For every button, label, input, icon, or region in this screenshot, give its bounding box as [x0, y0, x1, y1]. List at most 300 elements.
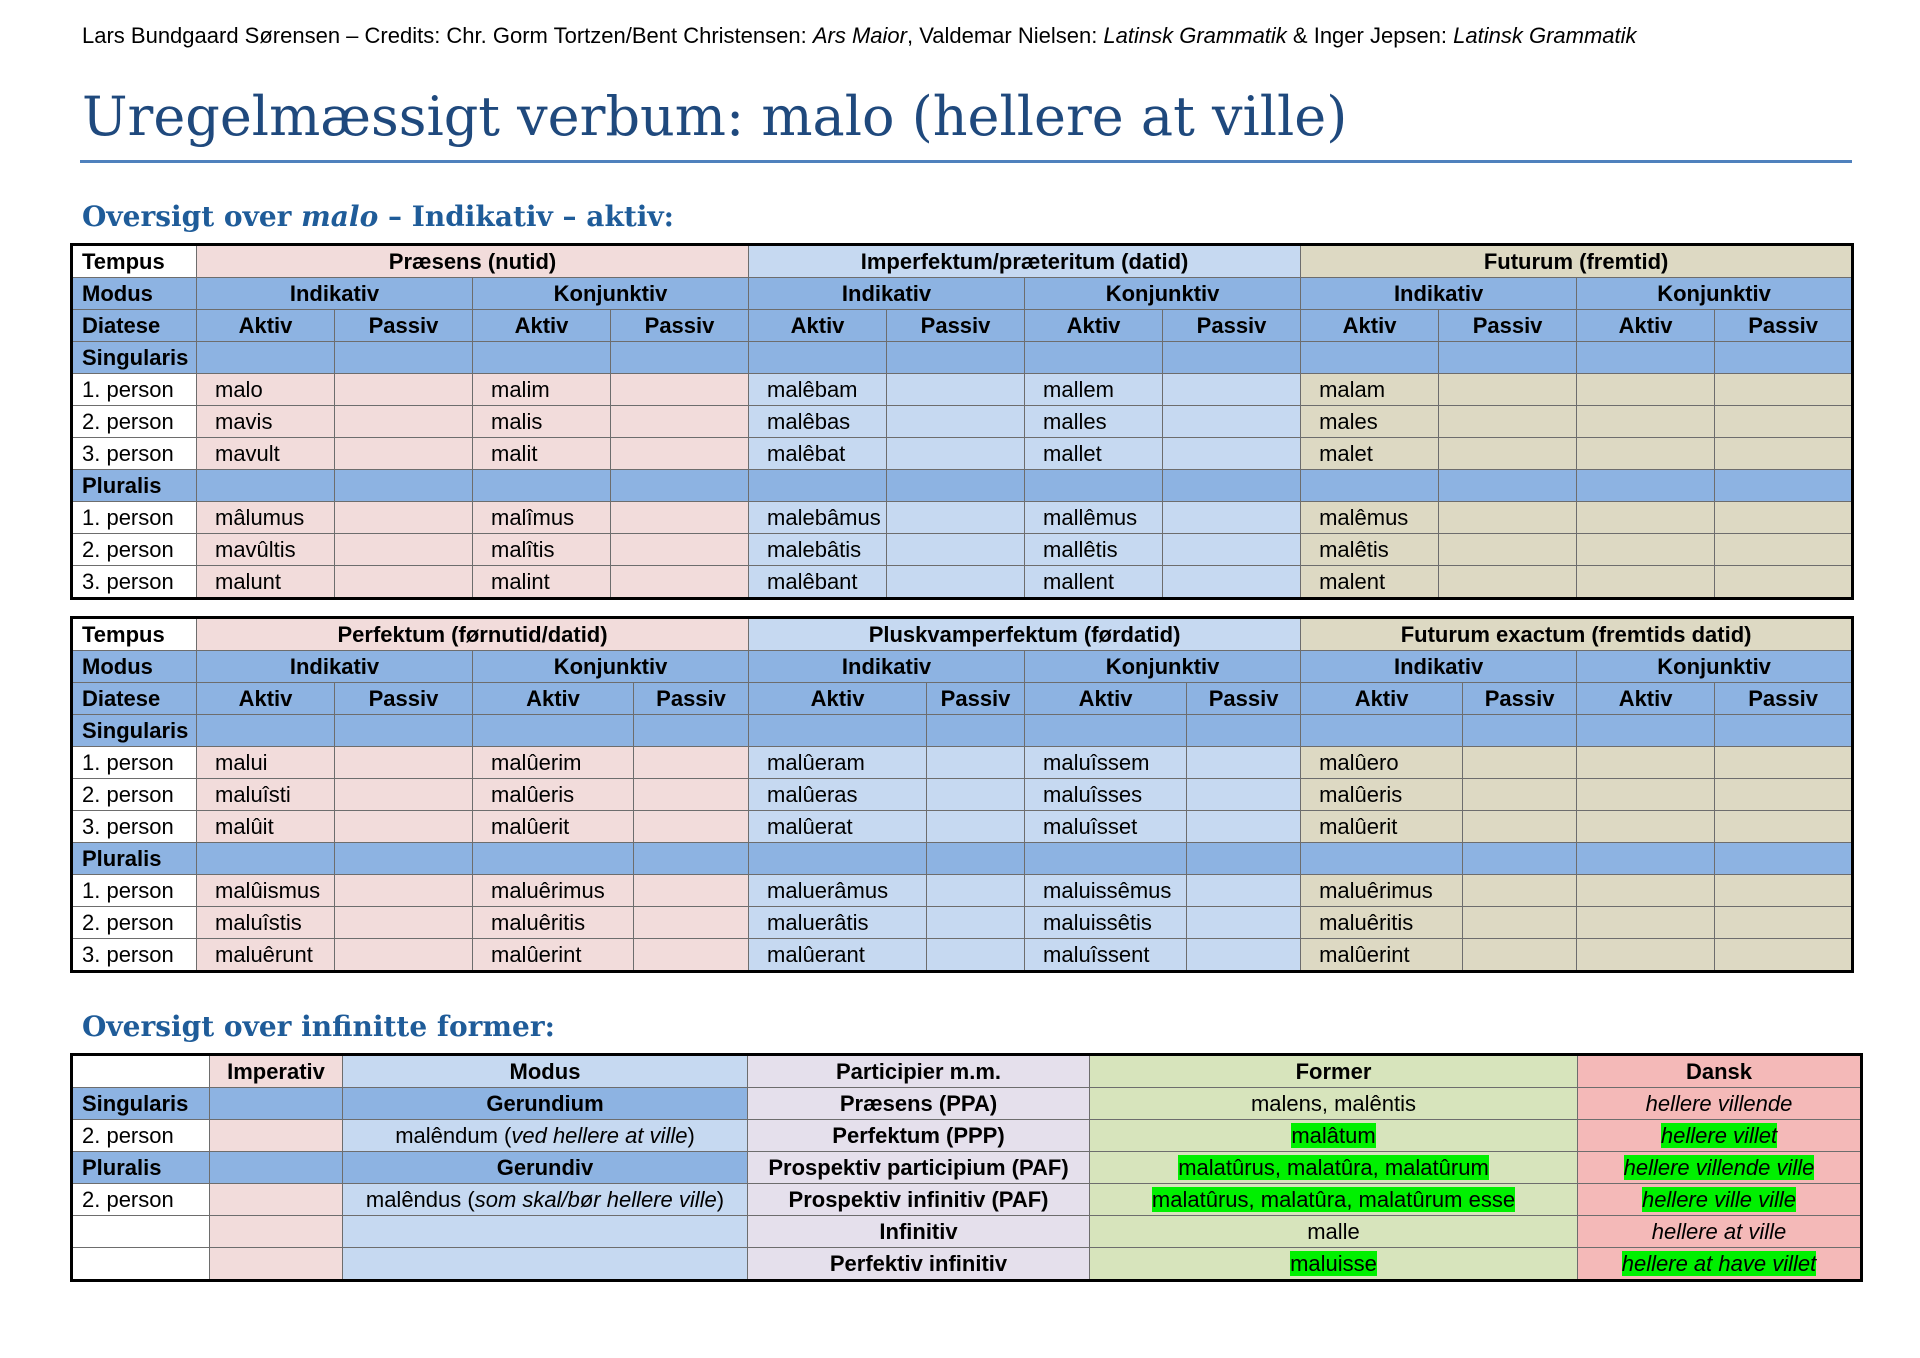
- blank-cell: [1025, 470, 1163, 502]
- blank-cell: [1187, 875, 1301, 907]
- blank-cell: [1163, 470, 1301, 502]
- participle-label: Præsens (PPA): [748, 1088, 1090, 1120]
- modus-header: Modus: [343, 1055, 748, 1088]
- blank-cell: [1715, 875, 1853, 907]
- blank-cell: [1187, 907, 1301, 939]
- person-row: [72, 811, 1853, 843]
- blank-cell: [887, 470, 1025, 502]
- modus-note: som skal/bør hellere ville: [474, 1186, 717, 1212]
- blank-cell: [335, 939, 473, 972]
- blank-cell: [1577, 406, 1715, 438]
- verb-form: malêbam: [749, 374, 887, 406]
- blank-cell: [335, 502, 473, 534]
- former-cell: [1090, 1152, 1578, 1184]
- person-row: [72, 534, 1853, 566]
- voice-header: Passiv: [1187, 683, 1301, 715]
- blank-cell: [1187, 779, 1301, 811]
- modus-label: Modus: [72, 278, 197, 310]
- verb-form: mallêmus: [1025, 502, 1163, 534]
- verb-form: malet: [1301, 438, 1439, 470]
- modus-cell: [343, 1216, 748, 1248]
- former-header: Former: [1090, 1055, 1578, 1088]
- blank-cell: [1577, 811, 1715, 843]
- verb-form: mallent: [1025, 566, 1163, 599]
- blank-cell: [927, 875, 1025, 907]
- blank-cell: [927, 907, 1025, 939]
- person-label: 1. person: [72, 502, 197, 534]
- tempus-row: [72, 618, 1853, 651]
- former-cell: [1090, 1216, 1578, 1248]
- blank-cell: [611, 406, 749, 438]
- blank-cell: [473, 470, 611, 502]
- tense-header: Perfektum (førnutid/datid): [197, 618, 749, 651]
- diatese-label: Diatese: [72, 683, 197, 715]
- verb-form: maluerâmus: [749, 875, 927, 907]
- blank-cell: [1025, 715, 1187, 747]
- verb-form: malis: [473, 406, 611, 438]
- imperativ-cell: [210, 1088, 343, 1120]
- mood-header: Konjunktiv: [1577, 278, 1853, 310]
- voice-header: Aktiv: [749, 683, 927, 715]
- verb-form: malêbas: [749, 406, 887, 438]
- verb-form: malêtis: [1301, 534, 1439, 566]
- modus-note: ved hellere at ville: [511, 1122, 688, 1148]
- voice-header: Aktiv: [473, 683, 634, 715]
- row-label: [72, 1216, 210, 1248]
- verb-form: mavûltis: [197, 534, 335, 566]
- infinite-row: [72, 1248, 1862, 1281]
- infinite-forms-table: [70, 1053, 1863, 1282]
- mood-header: Indikativ: [749, 651, 1025, 683]
- verb-form: malles: [1025, 406, 1163, 438]
- person-row: [72, 907, 1853, 939]
- voice-header: Passiv: [634, 683, 749, 715]
- section-heading-post: – Indikativ – aktiv:: [378, 200, 675, 233]
- credits-book-latinsk-grammatik-2: Latinsk Grammatik: [1453, 23, 1637, 48]
- imperativ-header: Imperativ: [210, 1055, 343, 1088]
- person-row: [72, 779, 1853, 811]
- blank-cell: [611, 342, 749, 374]
- blank-cell: [634, 779, 749, 811]
- mood-header: Konjunktiv: [1025, 278, 1301, 310]
- voice-header: Aktiv: [1301, 683, 1463, 715]
- mood-header: Konjunktiv: [1577, 651, 1853, 683]
- verb-form: malebâmus: [749, 502, 887, 534]
- blank-cell: [887, 438, 1025, 470]
- dansk-cell: [1578, 1184, 1862, 1216]
- singularis-label: Singularis: [72, 715, 197, 747]
- participier-header: Participier m.m.: [748, 1055, 1090, 1088]
- blank-cell: [1463, 907, 1577, 939]
- blank-cell: [72, 1055, 210, 1088]
- dansk-cell: [1578, 1088, 1862, 1120]
- mood-header: Konjunktiv: [473, 651, 749, 683]
- modus-row: [72, 278, 1853, 310]
- voice-header: Aktiv: [1025, 683, 1187, 715]
- blank-cell: [634, 811, 749, 843]
- blank-cell: [1577, 470, 1715, 502]
- mood-header: Indikativ: [749, 278, 1025, 310]
- blank-cell: [1463, 715, 1577, 747]
- blank-cell: [1715, 939, 1853, 972]
- participle-label: Prospektiv infinitiv (PAF): [748, 1184, 1090, 1216]
- tempus-row: [72, 245, 1853, 278]
- person-row: [72, 566, 1853, 599]
- blank-cell: [1715, 438, 1853, 470]
- blank-cell: [611, 502, 749, 534]
- infinite-row: [72, 1216, 1862, 1248]
- blank-cell: [335, 907, 473, 939]
- blank-cell: [927, 779, 1025, 811]
- blank-cell: [1577, 374, 1715, 406]
- pluralis-label: Pluralis: [72, 470, 197, 502]
- verb-form: malêmus: [1301, 502, 1439, 534]
- blank-cell: [335, 438, 473, 470]
- pluralis-row: [72, 470, 1853, 502]
- blank-cell: [634, 715, 749, 747]
- section-heading-infinite: Oversigt over infinitte former:: [82, 1010, 555, 1043]
- imperativ-cell: [210, 1152, 343, 1184]
- voice-header: Aktiv: [1025, 310, 1163, 342]
- blank-cell: [335, 747, 473, 779]
- blank-cell: [749, 342, 887, 374]
- blank-cell: [1463, 747, 1577, 779]
- blank-cell: [634, 747, 749, 779]
- voice-header: Aktiv: [1577, 310, 1715, 342]
- singularis-label: Singularis: [72, 342, 197, 374]
- conjugation-table-1: [70, 243, 1854, 600]
- verb-form: maluîssem: [1025, 747, 1187, 779]
- blank-cell: [1577, 907, 1715, 939]
- verb-form: maluîsti: [197, 779, 335, 811]
- credits-mid-1: , Valdemar Nielsen:: [906, 23, 1104, 48]
- person-row: [72, 875, 1853, 907]
- blank-cell: [1577, 875, 1715, 907]
- blank-cell: [1439, 438, 1577, 470]
- voice-header: Aktiv: [1577, 683, 1715, 715]
- verb-form: maluêrunt: [197, 939, 335, 972]
- blank-cell: [335, 779, 473, 811]
- credits-prefix: Lars Bundgaard Sørensen – Credits: Chr. Gorm Tortzen/Bent Christensen:: [82, 23, 813, 48]
- section-heading-pre: Oversigt over: [82, 200, 302, 233]
- blank-cell: [927, 747, 1025, 779]
- singularis-row: [72, 715, 1853, 747]
- verb-form: malûeras: [749, 779, 927, 811]
- verb-form: malûero: [1301, 747, 1463, 779]
- person-label: 2. person: [72, 779, 197, 811]
- blank-cell: [197, 342, 335, 374]
- blank-cell: [1715, 406, 1853, 438]
- blank-cell: [1163, 374, 1301, 406]
- verb-form: malûerit: [473, 811, 634, 843]
- blank-cell: [634, 939, 749, 972]
- row-label: [72, 1248, 210, 1281]
- blank-cell: [611, 470, 749, 502]
- person-label: 1. person: [72, 875, 197, 907]
- person-row: [72, 438, 1853, 470]
- blank-cell: [335, 406, 473, 438]
- blank-cell: [1439, 342, 1577, 374]
- pluralis-row: [72, 843, 1853, 875]
- verb-form: mâlumus: [197, 502, 335, 534]
- modus-cell: Gerundiv: [343, 1152, 748, 1184]
- blank-cell: [611, 374, 749, 406]
- verb-form: mallêtis: [1025, 534, 1163, 566]
- participle-label: Prospektiv participium (PAF): [748, 1152, 1090, 1184]
- blank-cell: [634, 907, 749, 939]
- blank-cell: [634, 843, 749, 875]
- former-cell: [1090, 1120, 1578, 1152]
- verb-form: malebâtis: [749, 534, 887, 566]
- blank-cell: [473, 843, 634, 875]
- blank-cell: [749, 470, 887, 502]
- modus-row: [72, 651, 1853, 683]
- dansk-translation: hellere villende: [1645, 1090, 1793, 1116]
- credits-book-latinsk-grammatik-1: Latinsk Grammatik: [1103, 23, 1287, 48]
- verb-form: malûit: [197, 811, 335, 843]
- blank-cell: [1715, 342, 1853, 374]
- verb-form: maluêritis: [473, 907, 634, 939]
- voice-header: Passiv: [335, 310, 473, 342]
- tense-header: Imperfektum/præteritum (datid): [749, 245, 1301, 278]
- imperativ-cell: [210, 1184, 343, 1216]
- blank-cell: [1577, 566, 1715, 599]
- verb-form: malint: [473, 566, 611, 599]
- blank-cell: [1439, 534, 1577, 566]
- tense-header: Futurum (fremtid): [1301, 245, 1853, 278]
- blank-cell: [1025, 843, 1187, 875]
- former-form: malâtum: [1291, 1122, 1376, 1148]
- blank-cell: [335, 843, 473, 875]
- voice-header: Aktiv: [749, 310, 887, 342]
- person-label: 2. person: [72, 534, 197, 566]
- verb-form: malim: [473, 374, 611, 406]
- former-cell: [1090, 1088, 1578, 1120]
- row-label: Singularis: [72, 1088, 210, 1120]
- person-row: [72, 406, 1853, 438]
- person-row: [72, 747, 1853, 779]
- blank-cell: [1715, 843, 1853, 875]
- person-label: 2. person: [72, 907, 197, 939]
- participle-label: Perfektiv infinitiv: [748, 1248, 1090, 1281]
- dansk-translation: hellere villende ville: [1623, 1154, 1815, 1180]
- blank-cell: [1439, 470, 1577, 502]
- person-label: 3. person: [72, 566, 197, 599]
- person-label: 3. person: [72, 438, 197, 470]
- voice-header: Passiv: [927, 683, 1025, 715]
- blank-cell: [335, 342, 473, 374]
- tense-header: Præsens (nutid): [197, 245, 749, 278]
- blank-cell: [1577, 779, 1715, 811]
- credits-book-ars-maior: Ars Maior: [812, 23, 907, 48]
- person-label: 1. person: [72, 747, 197, 779]
- mood-header: Indikativ: [197, 651, 473, 683]
- blank-cell: [335, 470, 473, 502]
- former-form: malatûrus, malatûra, malatûrum esse: [1151, 1186, 1516, 1212]
- verb-form: malûeram: [749, 747, 927, 779]
- verb-form: malui: [197, 747, 335, 779]
- blank-cell: [1577, 747, 1715, 779]
- verb-form: maluerâtis: [749, 907, 927, 939]
- tempus-label: Tempus: [72, 618, 197, 651]
- verb-form: mallem: [1025, 374, 1163, 406]
- tempus-label: Tempus: [72, 245, 197, 278]
- title-rule: [80, 160, 1852, 163]
- blank-cell: [749, 715, 927, 747]
- dansk-translation: hellere ville ville: [1641, 1186, 1797, 1212]
- blank-cell: [1715, 534, 1853, 566]
- blank-cell: [1463, 811, 1577, 843]
- blank-cell: [1025, 342, 1163, 374]
- verb-form: maluêrimus: [1301, 875, 1463, 907]
- voice-header: Passiv: [1715, 310, 1853, 342]
- verb-form: malûeris: [1301, 779, 1463, 811]
- blank-cell: [1577, 502, 1715, 534]
- verb-form: mavis: [197, 406, 335, 438]
- blank-cell: [1715, 907, 1853, 939]
- blank-cell: [1439, 374, 1577, 406]
- modus-form: malêndus: [365, 1186, 462, 1212]
- mood-header: Indikativ: [197, 278, 473, 310]
- pluralis-label: Pluralis: [72, 843, 197, 875]
- voice-header: Passiv: [887, 310, 1025, 342]
- blank-cell: [1301, 342, 1439, 374]
- blank-cell: [1715, 502, 1853, 534]
- blank-cell: [927, 939, 1025, 972]
- diatese-row: [72, 683, 1853, 715]
- blank-cell: [335, 875, 473, 907]
- blank-cell: [927, 843, 1025, 875]
- blank-cell: [335, 534, 473, 566]
- modus-cell: [343, 1248, 748, 1281]
- mood-header: Indikativ: [1301, 651, 1577, 683]
- voice-header: Passiv: [1463, 683, 1577, 715]
- modus-label: Modus: [72, 651, 197, 683]
- verb-form: malit: [473, 438, 611, 470]
- modus-cell: malêndum (ved hellere at ville): [343, 1120, 748, 1152]
- blank-cell: [887, 566, 1025, 599]
- verb-form: malêbant: [749, 566, 887, 599]
- person-label: 3. person: [72, 811, 197, 843]
- voice-header: Passiv: [611, 310, 749, 342]
- diatese-label: Diatese: [72, 310, 197, 342]
- voice-header: Passiv: [1163, 310, 1301, 342]
- blank-cell: [1163, 534, 1301, 566]
- infinite-row: [72, 1184, 1862, 1216]
- blank-cell: [927, 811, 1025, 843]
- blank-cell: [1715, 779, 1853, 811]
- blank-cell: [1439, 406, 1577, 438]
- section-heading-indicative: [82, 200, 674, 234]
- dansk-translation: hellere at have villet: [1621, 1250, 1817, 1276]
- blank-cell: [1163, 438, 1301, 470]
- verb-form: maluêrimus: [473, 875, 634, 907]
- blank-cell: [1463, 939, 1577, 972]
- page-title: Uregelmæssigt verbum: malo (hellere at ville): [82, 85, 1348, 148]
- verb-form: maluîsses: [1025, 779, 1187, 811]
- former-form: malens, malêntis: [1250, 1090, 1417, 1116]
- dansk-cell: [1578, 1216, 1862, 1248]
- mood-header: Konjunktiv: [1025, 651, 1301, 683]
- blank-cell: [335, 566, 473, 599]
- credits-mid-2: & Inger Jepsen:: [1286, 23, 1454, 48]
- blank-cell: [887, 502, 1025, 534]
- blank-cell: [1163, 566, 1301, 599]
- blank-cell: [1163, 342, 1301, 374]
- imperativ-cell: [210, 1120, 343, 1152]
- blank-cell: [335, 715, 473, 747]
- modus-cell: malêndus (som skal/bør hellere ville): [343, 1184, 748, 1216]
- verb-form: malûismus: [197, 875, 335, 907]
- blank-cell: [1463, 875, 1577, 907]
- tense-header: Futurum exactum (fremtids datid): [1301, 618, 1853, 651]
- blank-cell: [887, 534, 1025, 566]
- tense-header: Pluskvamperfektum (førdatid): [749, 618, 1301, 651]
- voice-header: Aktiv: [1301, 310, 1439, 342]
- participle-label: Perfektum (PPP): [748, 1120, 1090, 1152]
- blank-cell: [1163, 502, 1301, 534]
- blank-cell: [1577, 715, 1715, 747]
- voice-header: Passiv: [1439, 310, 1577, 342]
- verb-form: mallet: [1025, 438, 1163, 470]
- blank-cell: [1577, 939, 1715, 972]
- infinite-row: [72, 1088, 1862, 1120]
- row-label: 2. person: [72, 1184, 210, 1216]
- verb-form: maluêritis: [1301, 907, 1463, 939]
- verb-form: malûerant: [749, 939, 927, 972]
- person-label: 3. person: [72, 939, 197, 972]
- person-label: 2. person: [72, 406, 197, 438]
- verb-form: malûerint: [1301, 939, 1463, 972]
- blank-cell: [1715, 374, 1853, 406]
- verb-form: maluîstis: [197, 907, 335, 939]
- verb-form: malam: [1301, 374, 1439, 406]
- infinite-row: [72, 1120, 1862, 1152]
- blank-cell: [1715, 566, 1853, 599]
- participle-label: Infinitiv: [748, 1216, 1090, 1248]
- blank-cell: [1187, 939, 1301, 972]
- blank-cell: [1301, 470, 1439, 502]
- voice-header: Passiv: [335, 683, 473, 715]
- blank-cell: [473, 715, 634, 747]
- former-cell: [1090, 1248, 1578, 1281]
- blank-cell: [1439, 502, 1577, 534]
- blank-cell: [1187, 811, 1301, 843]
- person-label: 1. person: [72, 374, 197, 406]
- dansk-translation: hellere at ville: [1651, 1218, 1787, 1244]
- verb-form: malûerim: [473, 747, 634, 779]
- verb-form: malîtis: [473, 534, 611, 566]
- blank-cell: [473, 342, 611, 374]
- verb-form: males: [1301, 406, 1439, 438]
- former-cell: [1090, 1184, 1578, 1216]
- blank-cell: [887, 406, 1025, 438]
- verb-form: malêbat: [749, 438, 887, 470]
- verb-form: malîmus: [473, 502, 611, 534]
- blank-cell: [1463, 843, 1577, 875]
- dansk-cell: [1578, 1120, 1862, 1152]
- blank-cell: [1577, 534, 1715, 566]
- blank-cell: [1439, 566, 1577, 599]
- verb-form: mavult: [197, 438, 335, 470]
- verb-form: malûeris: [473, 779, 634, 811]
- blank-cell: [1577, 843, 1715, 875]
- conjugation-table-2: [70, 616, 1854, 973]
- verb-form: maluissêtis: [1025, 907, 1187, 939]
- blank-cell: [887, 374, 1025, 406]
- blank-cell: [335, 374, 473, 406]
- blank-cell: [634, 875, 749, 907]
